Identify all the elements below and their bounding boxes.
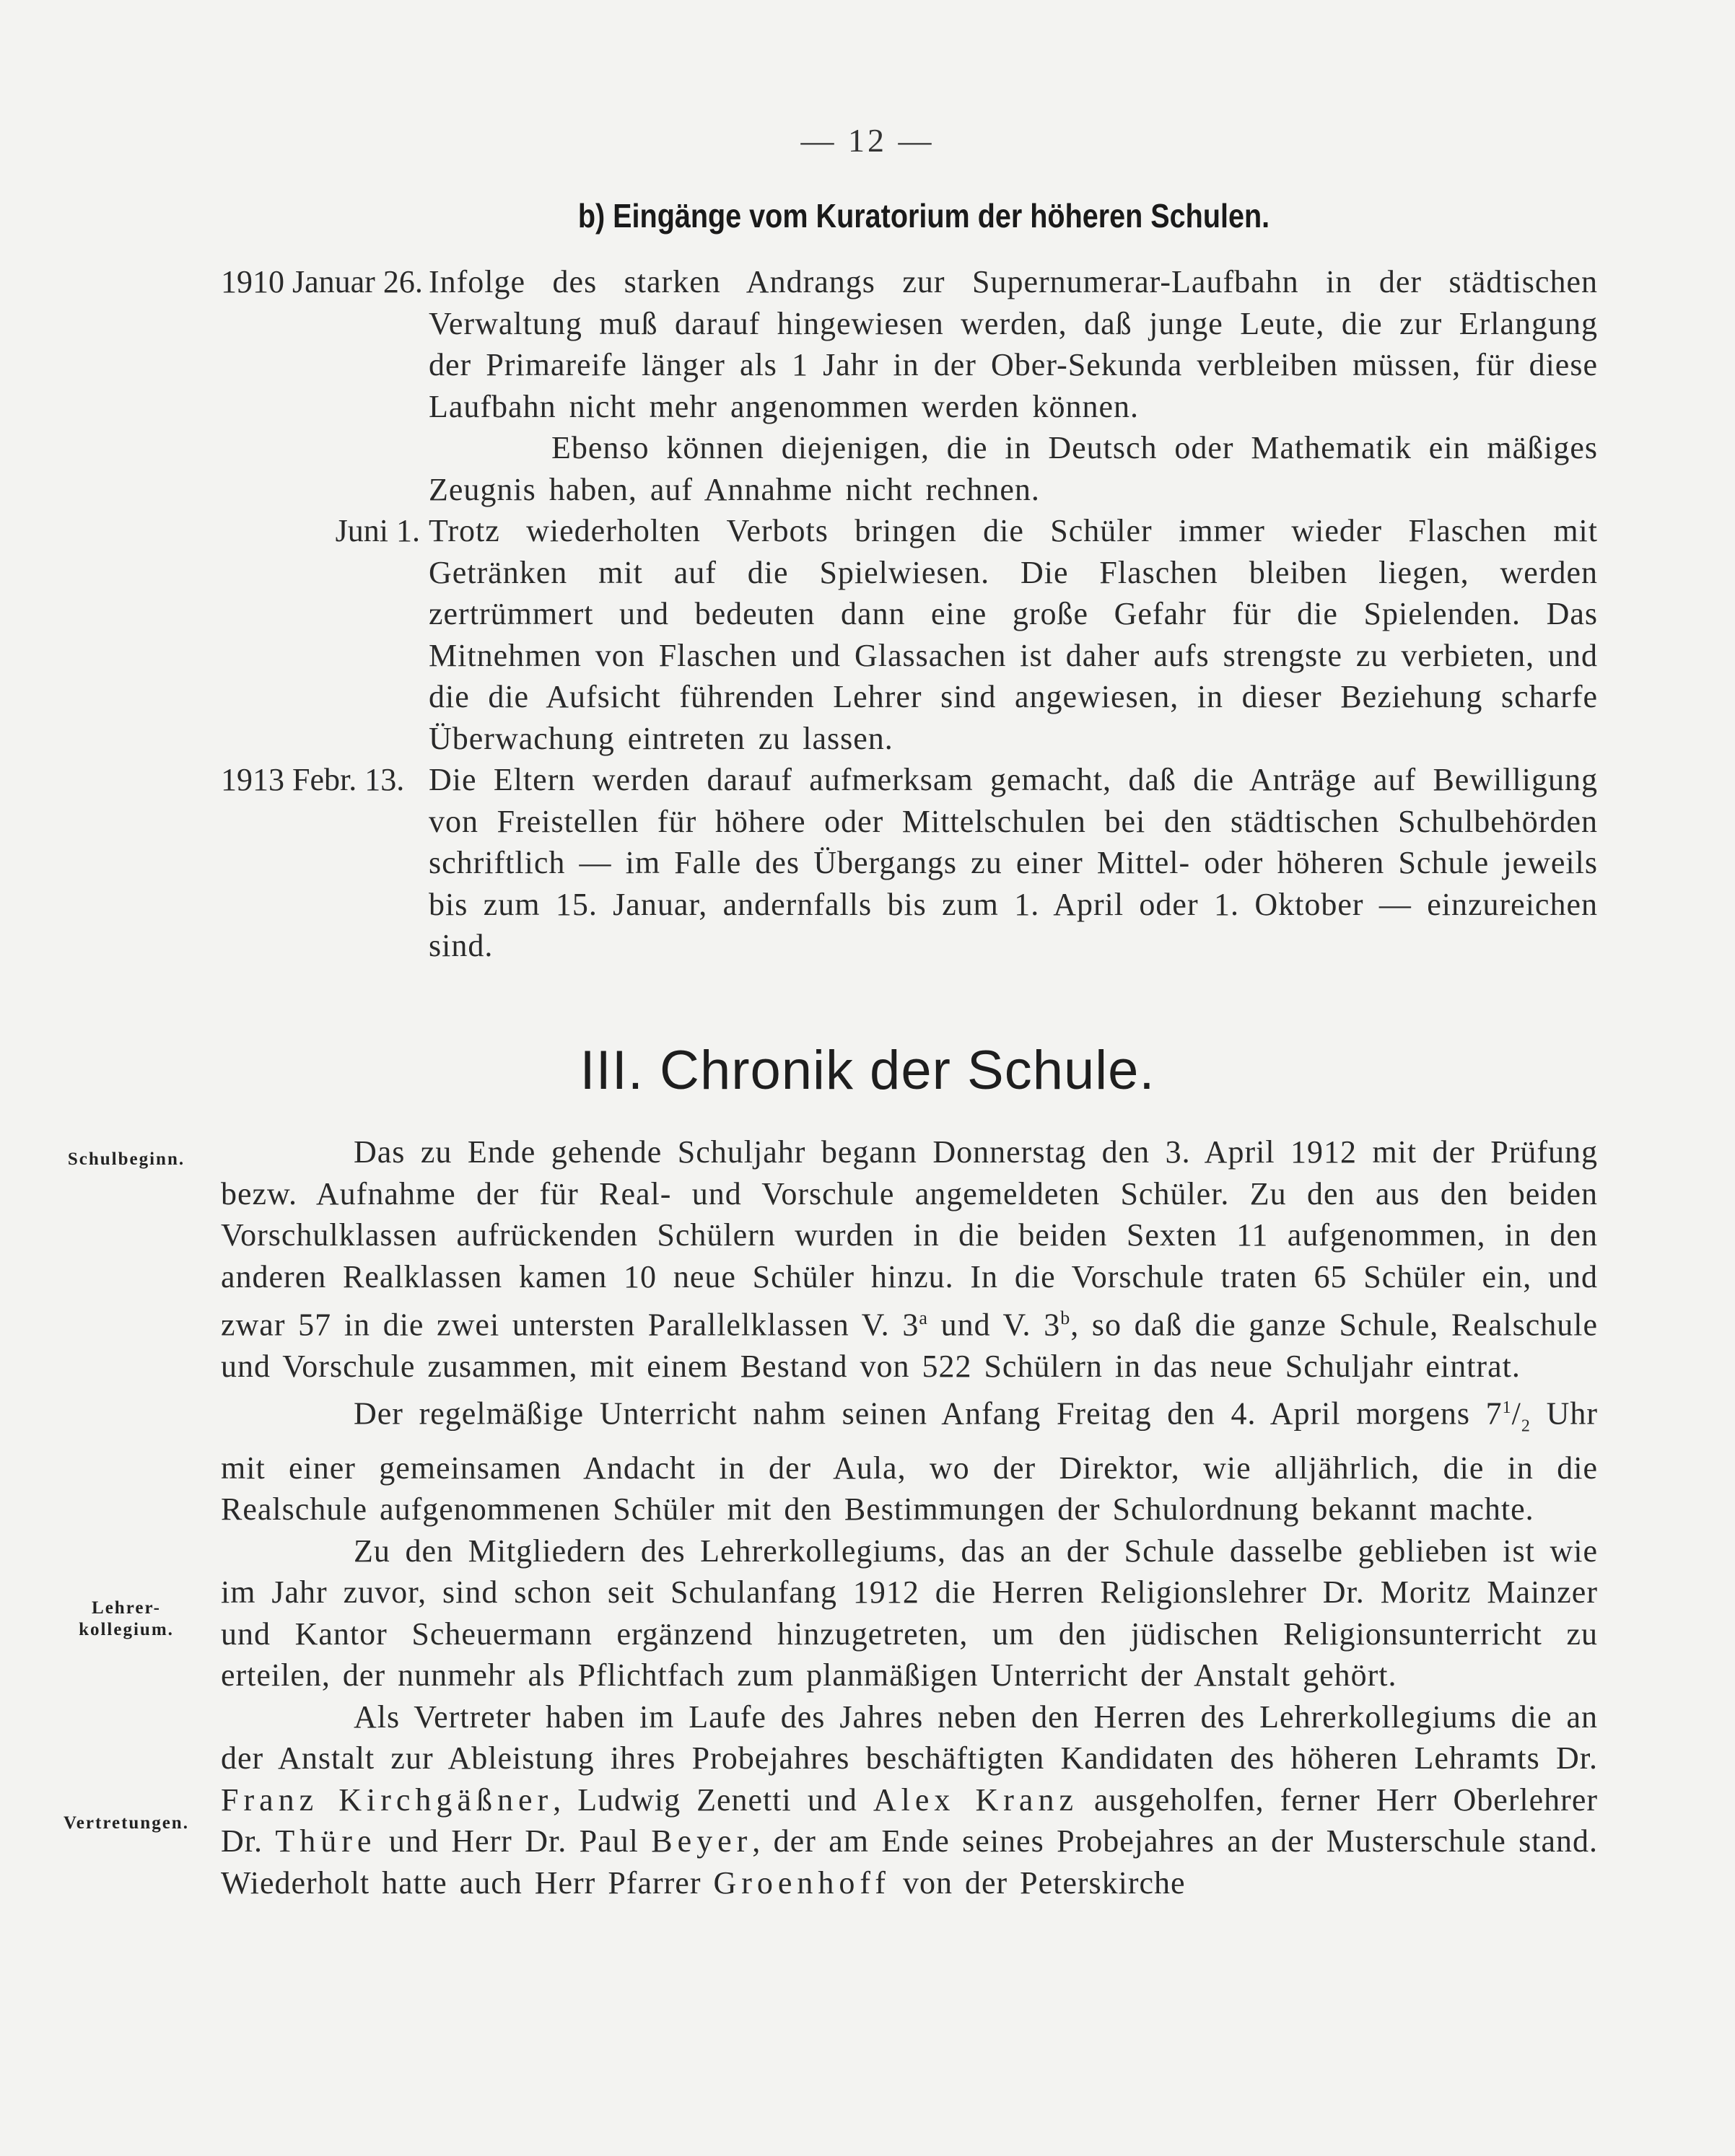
person-name: Beyer	[651, 1823, 753, 1859]
entry-paragraph: Infolge des starken Andrangs zur Supernumerar-Laufbahn in der städtischen Verwaltung muß darauf hingewiesen werden, daß junge Leute, die zur Erlangung der Primareife länger als 1 Jahr in der Ober-Sekunda verbleiben müssen, für diese Laufbahn nicht mehr angenommen werden können.	[429, 264, 1598, 424]
person-name: Franz Kirchgäßner	[221, 1782, 554, 1818]
fraction-denominator: 2	[1521, 1416, 1531, 1436]
margin-note-line: Lehrer-	[92, 1598, 161, 1618]
entry-paragraph: Ebenso können diejenigen, die in Deutsch oder Mathematik ein mäßiges Zeugnis haben, auf Annahme nicht rechnen.	[429, 430, 1598, 507]
entry-date: Juni 1.	[335, 513, 420, 548]
margin-note-vertretungen: Vertretungen.	[64, 1813, 189, 1833]
chronik-title: III. Chronik der Schule.	[580, 1040, 1155, 1101]
section-heading: b) Eingänge vom Kuratorium der höheren Schulen.	[577, 197, 1270, 235]
margin-note-schulbeginn: Schulbeginn.	[67, 1149, 185, 1169]
entry-1913-febr	[221, 759, 1598, 967]
entry-paragraph: Trotz wiederholten Verbots bringen die Schüler immer wieder Flaschen mit Getränken mit auf die Spielwiesen. Die Flaschen bleiben liegen, werden zertrümmert und bedeuten dann eine große Gefahr für die Spielenden. Das Mitnehmen von Flaschen und Glassachen ist daher aufs strengste zu verbieten, und die die Aufsicht führenden Lehrer sind angewiesen, in dieser Beziehung scharfe Überwachung eintreten zu lassen.	[429, 513, 1598, 756]
superscript: a	[919, 1307, 928, 1328]
text-run: und V. 3	[927, 1307, 1061, 1343]
page-number: — 12 —	[800, 122, 935, 159]
text-run: Der regelmäßige Unterricht nahm seinen Anfang Freitag den 4. April morgens 7	[354, 1395, 1503, 1432]
text-run: ausgeholfen, ferner Herr Oberlehrer Dr.	[221, 1782, 1598, 1859]
chronik-paragraph-schulbeginn	[221, 1131, 1598, 1388]
person-name: Alex Kranz	[873, 1782, 1078, 1818]
entry-paragraph: Die Eltern werden darauf aufmerksam gemacht, daß die Anträge auf Bewilligung von Freistellen für höhere oder Mittelschulen bei den städtischen Schulbehörden schriftlich — im Falle des Übergangs zu einer Mittel- oder höheren Schule jeweils bis zum 15. Januar, andernfalls bis zum 1. April oder 1. Oktober — einzureichen sind.	[429, 762, 1598, 963]
text-run: , der am Ende seines Probejahres an der Musterschule stand. Wiederholt hatte auch Herr Pfarrer	[221, 1823, 1599, 1901]
entry-1910-januar	[221, 261, 1598, 510]
text-run: , Ludwig Zenetti und	[553, 1782, 873, 1818]
fraction-slash: /	[1511, 1395, 1521, 1432]
fraction-numerator: 1	[1502, 1398, 1512, 1417]
margin-note-lehrerkollegium	[29, 1598, 224, 1641]
text-run: Uhr mit einer gemeinsamen Andacht in der Aula, wo der Direktor, wie alljährlich, die in die Realschule aufgenommenen Schüler mit den Bestimmungen der Schulordnung bekannt machte.	[221, 1395, 1598, 1528]
chronik-paragraph-vertretungen	[221, 1696, 1598, 1904]
chronik-paragraph-lehrerkollegium: Zu den Mitgliedern des Lehrerkollegiums, das an der Schule dasselbe geblieben ist wie im Jahr zuvor, sind schon seit Schulanfang 1912 die Herren Religionslehrer Dr. Moritz Mainzer und Kantor Scheuermann ergänzend hinzugetreten, um den jüdischen Religionsunterricht zu erteilen, der nunmehr als Pflichtfach zum planmäßigen Unterricht der Anstalt gehört.	[221, 1533, 1598, 1693]
entry-juni	[221, 510, 1598, 759]
person-name: Thüre	[275, 1823, 377, 1859]
entries-list	[221, 261, 1598, 967]
superscript: b	[1060, 1307, 1071, 1328]
person-name: Groenhoff	[713, 1864, 891, 1901]
text-run: Als Vertreter haben im Laufe des Jahres neben den Herren des Lehrerkollegiums die an der Anstalt zur Ableistung ihres Probejahres beschäftigten Kandidaten des höheren Lehramts Dr.	[221, 1699, 1598, 1776]
margin-note-line: kollegium.	[79, 1620, 174, 1639]
chronik-paragraph-unterricht	[221, 1388, 1598, 1530]
text-run: von der Peterskirche	[890, 1864, 1186, 1901]
text-run: , so daß die ganze Schule, Realschule und Vorschule zusammen, mit einem Bestand von 522 Schülern in das neue Schuljahr eintrat.	[221, 1307, 1598, 1385]
text-run: und Herr Dr. Paul	[376, 1823, 652, 1859]
text-run: Das zu Ende gehende Schuljahr begann Donnerstag den 3. April 1912 mit der Prüfung bezw. Aufnahme der für Real- und Vorschule angemeldeten Schüler. Zu den aus den beiden Vorschulklassen aufrückenden Schülern wurden in die beiden Sexten 11 aufgenommen, in den anderen Realklassen kamen 10 neue Schüler hinzu. In die Vorschule traten 65 Schüler ein, und zwar 57 in die zwei untersten Parallelklassen V. 3	[221, 1134, 1598, 1343]
entry-date: 1913 Febr. 13.	[221, 762, 405, 797]
chronik-body	[221, 1131, 1598, 1903]
entry-date: 1910 Januar 26.	[221, 264, 423, 299]
